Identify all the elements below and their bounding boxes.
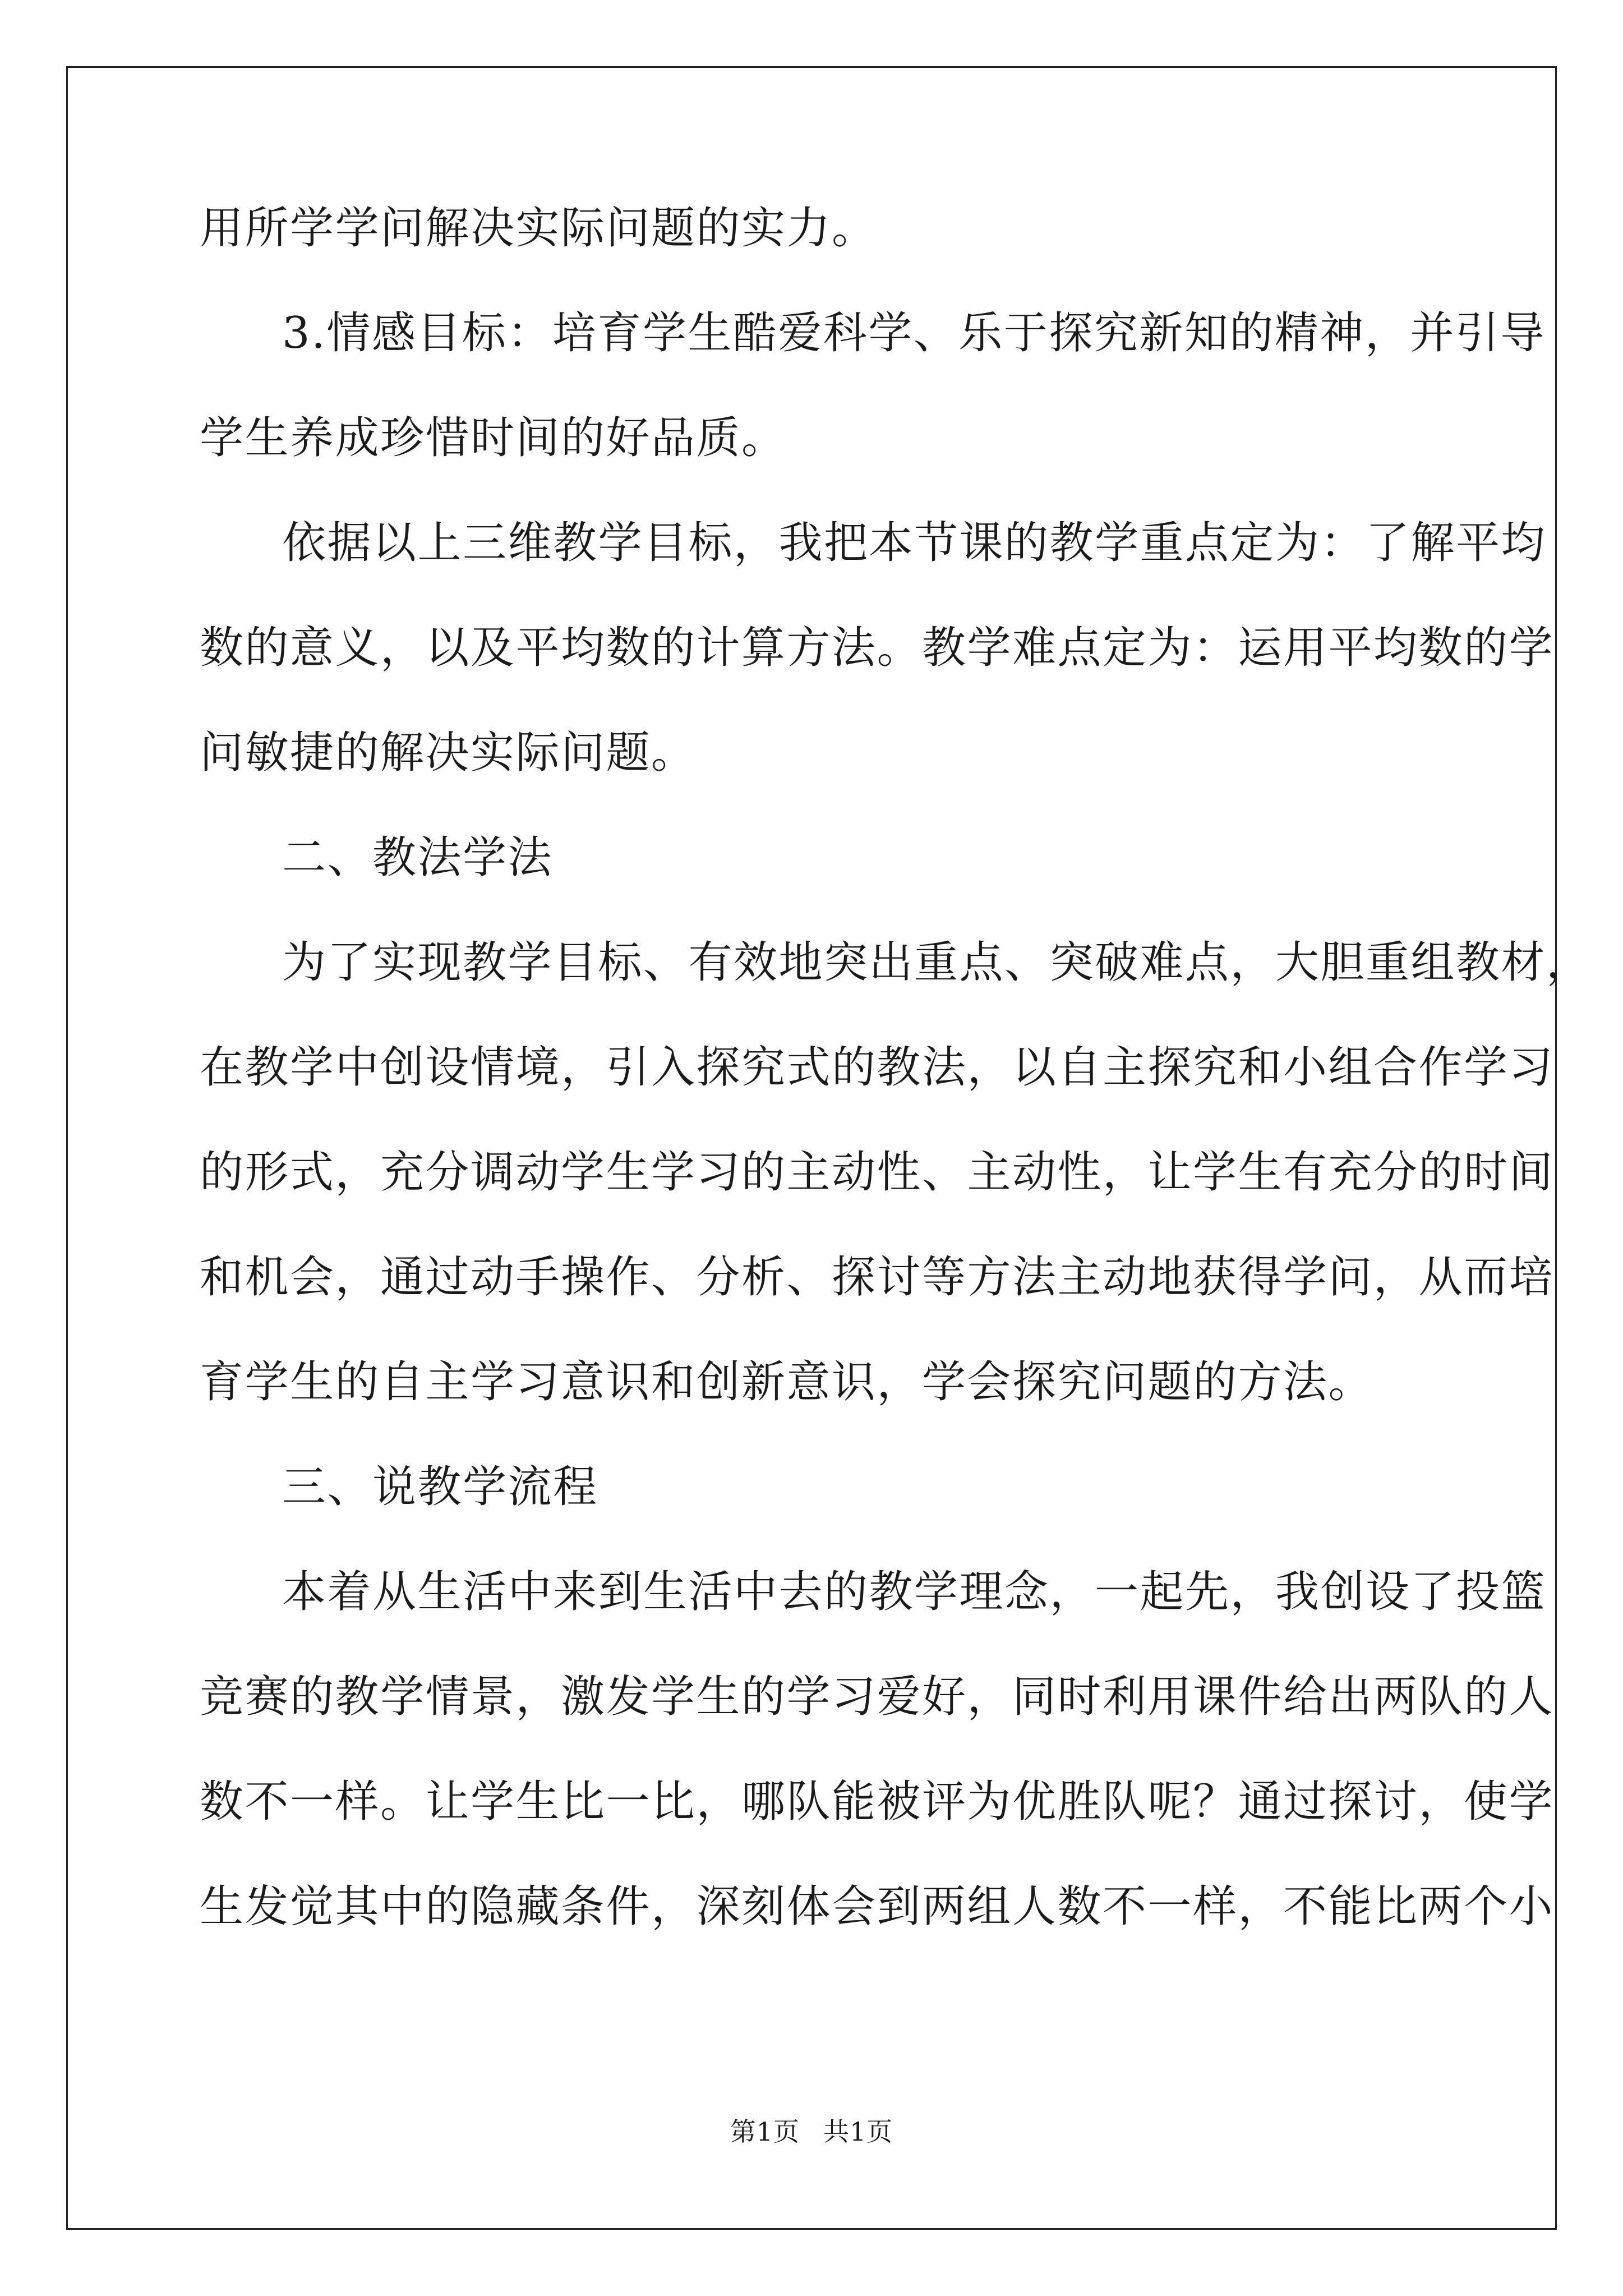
paragraph-line: 育学生的自主学习意识和创新意识，学会探究问题的方法。 [200, 1357, 1374, 1407]
paragraph-line: 生发觉其中的隐藏条件，深刻体会到两组人数不一样，不能比两个小 [200, 1881, 1555, 1932]
paragraph-line: 依据以上三维教学目标，我把本节课的教学重点定为：了解平均 [282, 518, 1547, 568]
paragraph-line: 问敏捷的解决实际问题。 [200, 728, 697, 778]
paragraph-line: 为了实现教学目标、有效地突出重点、突破难点，大胆重组教材， [282, 937, 1592, 988]
paragraph-line: 3.情感目标：培育学生酷爱科学、乐于探究新知的精神，并引导 [282, 308, 1546, 358]
paragraph-line: 学生养成珍惜时间的好品质。 [200, 413, 787, 463]
paragraph-line: 数的意义，以及平均数的计算方法。教学难点定为：运用平均数的学 [200, 623, 1555, 673]
page-number: 第1页 [730, 2116, 800, 2147]
paragraph-line: 和机会，通过动手操作、分析、探讨等方法主动地获得学问，从而培 [200, 1252, 1555, 1303]
paragraph-line: 本着从生活中来到生活中去的教学理念，一起先，我创设了投篮 [282, 1567, 1547, 1617]
paragraph-line: 用所学学问解决实际问题的实力。 [200, 203, 877, 254]
paragraph-line: 数不一样。让学生比一比，哪队能被评为优胜队呢？通过探讨，使学 [200, 1777, 1555, 1827]
paragraph-line: 的形式，充分调动学生学习的主动性、主动性，让学生有充分的时间 [200, 1147, 1555, 1198]
document-body [200, 202, 1592, 1985]
paragraph-line: 竞赛的教学情景，激发学生的学习爱好，同时利用课件给出两队的人 [200, 1672, 1555, 1722]
page-footer [0, 2116, 1623, 2147]
section-heading: 三、说教学流程 [282, 1462, 598, 1512]
section-heading: 二、教法学法 [282, 832, 554, 883]
paragraph-line: 在教学中创设情境，引入探究式的教法，以自主探究和小组合作学习 [200, 1042, 1555, 1093]
page-total: 共1页 [823, 2116, 893, 2147]
